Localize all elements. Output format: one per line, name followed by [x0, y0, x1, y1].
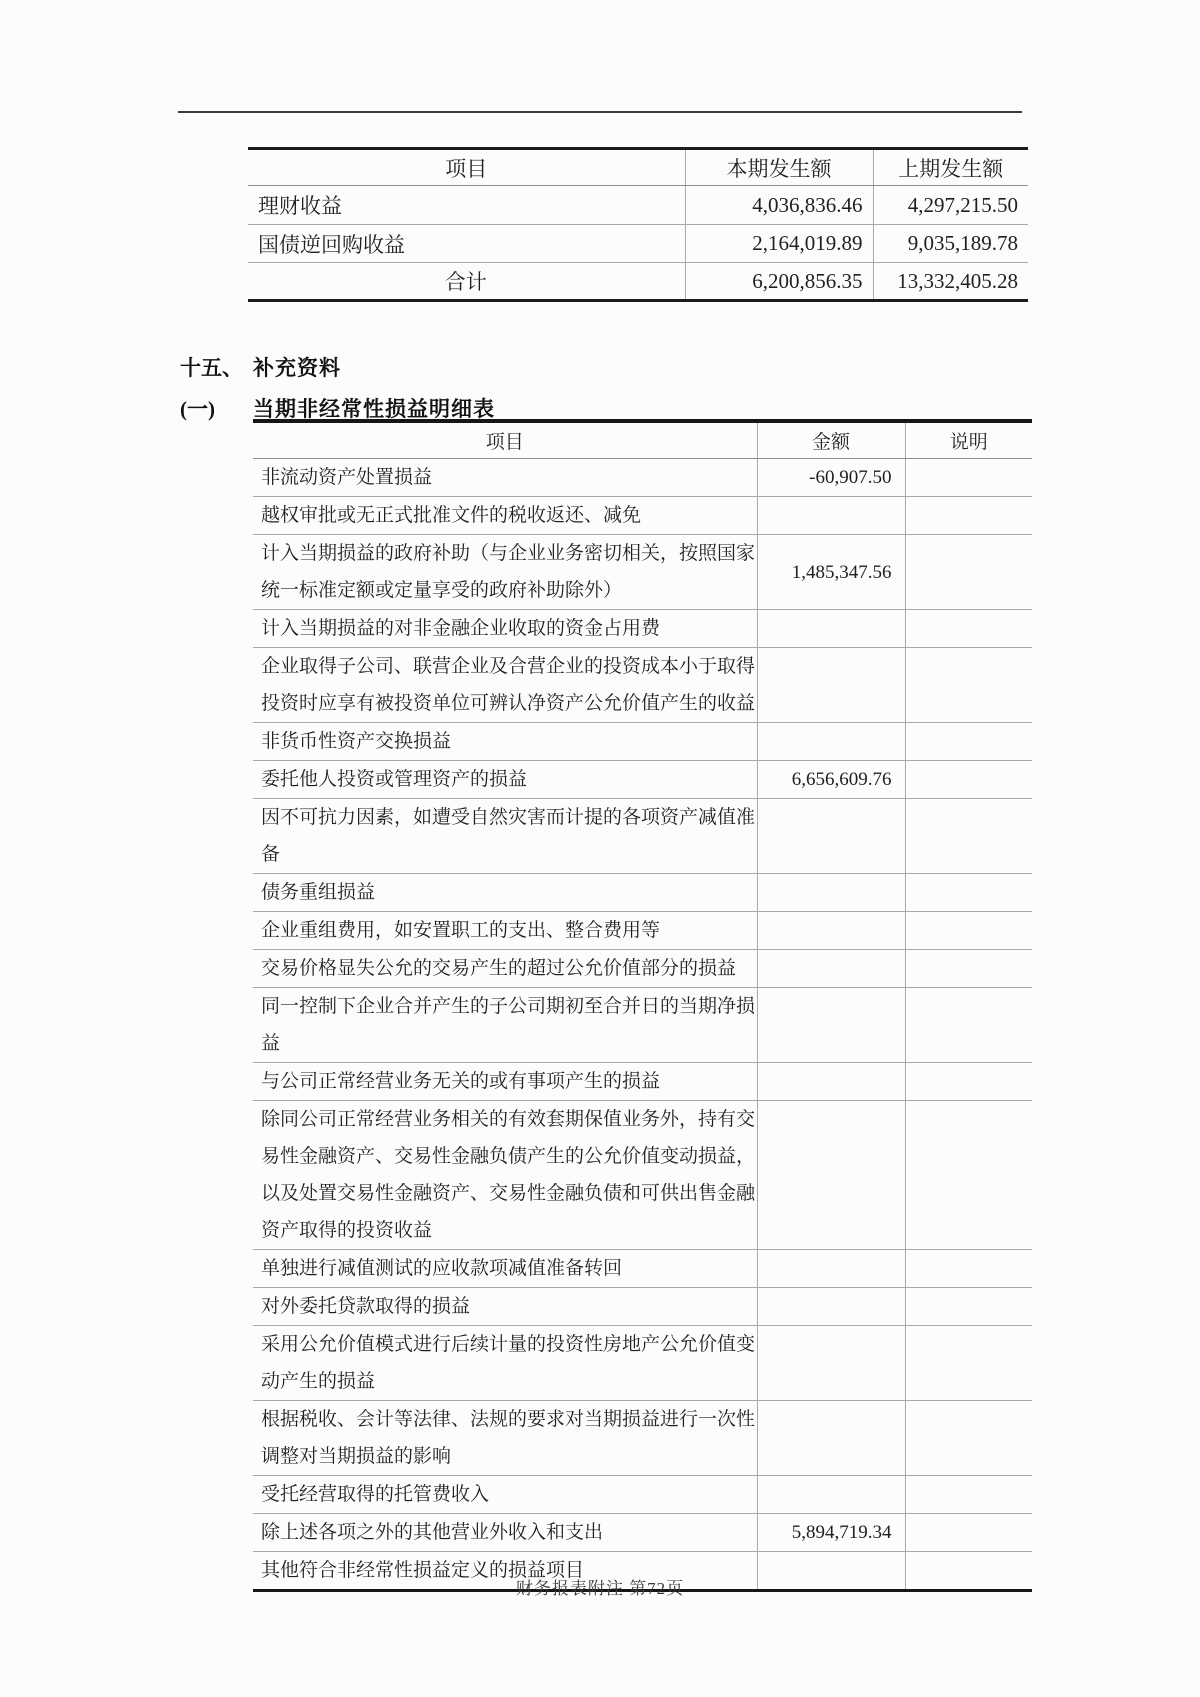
- item-cell: 债务重组损益: [253, 874, 757, 912]
- column-header-item: 项目: [253, 421, 757, 459]
- item-cell: 交易价格显失公允的交易产生的超过公允价值部分的损益: [253, 950, 757, 988]
- table-row: [253, 648, 1032, 723]
- detail-header-row: [253, 421, 1032, 459]
- amount-cell: [757, 799, 905, 874]
- amount-cell: [757, 1101, 905, 1250]
- note-cell: [905, 1250, 1032, 1288]
- item-cell: 其他符合非经常性损益定义的损益项目: [261, 1560, 585, 1581]
- amount-cell: [757, 1401, 905, 1476]
- amount-cell: [757, 988, 905, 1063]
- column-header-prior-period: 上期发生额: [873, 149, 1028, 186]
- current-period-amount-cell: 6,200,856.35: [685, 263, 873, 301]
- table-row: [253, 1514, 1032, 1552]
- table-row: [253, 1476, 1032, 1514]
- item-cell: 除同公司正常经营业务相关的有效套期保值业务外，持有交易性金融资产、交易性金融负债产生的公允价值变动损益，以及处置交易性金融资产、交易性金融负债和可供出售金融资产取得的投资收益: [253, 1101, 757, 1250]
- item-cell: 采用公允价值模式进行后续计量的投资性房地产公允价值变动产生的损益: [253, 1326, 757, 1401]
- table-row: [253, 988, 1032, 1063]
- item-cell: 合计: [444, 270, 487, 294]
- item-cell: 企业重组费用，如安置职工的支出、整合费用等: [253, 912, 757, 950]
- item-cell: 同一控制下企业合并产生的子公司期初至合并日的当期净损益: [253, 988, 757, 1063]
- section-number: 十五、: [180, 356, 243, 380]
- table-row: [253, 723, 1032, 761]
- item-cell: 非货币性资产交换损益: [253, 723, 757, 761]
- item-cell: 单独进行减值测试的应收款项减值准备转回: [253, 1250, 757, 1288]
- amount-cell: [757, 950, 905, 988]
- item-cell: 委托他人投资或管理资产的损益: [253, 761, 757, 799]
- note-cell: [905, 497, 1032, 535]
- prior-period-amount-cell: 9,035,189.78: [873, 225, 1028, 263]
- item-cell: 越权审批或无正式批准文件的税收返还、减免: [253, 497, 757, 535]
- amount-cell: 6,656,609.76: [757, 761, 905, 799]
- note-cell: [905, 1063, 1032, 1101]
- page-top-rule: [178, 111, 1022, 113]
- table-row: [253, 761, 1032, 799]
- table-row: [253, 610, 1032, 648]
- item-cell: 理财收益: [248, 186, 685, 225]
- note-cell: [905, 1401, 1032, 1476]
- item-cell: 计入当期损益的政府补助（与企业业务密切相关，按照国家统一标准定额或定量享受的政府补助除外）: [253, 535, 757, 610]
- note-cell: [905, 459, 1032, 497]
- amount-cell: [757, 1476, 905, 1514]
- table-row: [253, 459, 1032, 497]
- amount-cell: [757, 874, 905, 912]
- current-period-amount-cell: 4,036,836.46: [685, 186, 873, 225]
- table-row: [253, 912, 1032, 950]
- subsection-title: 当期非经常性损益明细表: [253, 397, 495, 421]
- note-cell: [905, 535, 1032, 610]
- column-header-item: 项目: [248, 149, 685, 186]
- item-cell: 除上述各项之外的其他营业外收入和支出: [253, 1514, 757, 1552]
- item-cell: 根据税收、会计等法律、法规的要求对当期损益进行一次性调整对当期损益的影响: [253, 1401, 757, 1476]
- summary-header-row: [248, 149, 1028, 186]
- amount-cell: [757, 1288, 905, 1326]
- amount-cell: 5,894,719.34: [757, 1514, 905, 1552]
- table-row: [253, 1401, 1032, 1476]
- amount-cell: [757, 723, 905, 761]
- table-row: [253, 1101, 1032, 1250]
- page-footer: 财务报表附注 第72页: [515, 1579, 685, 1598]
- amount-cell: [757, 1063, 905, 1101]
- table-row: [253, 1288, 1032, 1326]
- amount-cell: [757, 912, 905, 950]
- note-cell: [905, 648, 1032, 723]
- prior-period-amount-cell: 13,332,405.28: [873, 263, 1028, 301]
- note-cell: [905, 874, 1032, 912]
- note-cell: [905, 912, 1032, 950]
- item-cell: 对外委托贷款取得的损益: [253, 1288, 757, 1326]
- note-cell: [905, 1476, 1032, 1514]
- column-header-current-period: 本期发生额: [685, 149, 873, 186]
- amount-cell: -60,907.50: [757, 459, 905, 497]
- table-row: [253, 950, 1032, 988]
- table-row: [253, 874, 1032, 912]
- section-title: 补充资料: [253, 356, 341, 380]
- item-cell: 受托经营取得的托管费收入: [253, 1476, 757, 1514]
- table-row: [253, 535, 1032, 610]
- table-row: [253, 1326, 1032, 1401]
- column-header-note: 说明: [905, 421, 1032, 459]
- column-header-amount: 金额: [757, 421, 905, 459]
- summary-table: [248, 147, 1028, 302]
- item-cell: 计入当期损益的对非金融企业收取的资金占用费: [253, 610, 757, 648]
- item-cell: 国债逆回购收益: [248, 225, 685, 263]
- note-cell: [905, 1326, 1032, 1401]
- amount-cell: [757, 1250, 905, 1288]
- amount-cell: [757, 497, 905, 535]
- note-cell: [905, 950, 1032, 988]
- table-row: [248, 186, 1028, 225]
- note-cell: [905, 1101, 1032, 1250]
- note-cell: [905, 610, 1032, 648]
- subsection-number: (一): [180, 397, 215, 421]
- note-cell: [905, 1514, 1032, 1552]
- note-cell: [905, 799, 1032, 874]
- table-row: [253, 497, 1032, 535]
- table-row: [248, 225, 1028, 263]
- item-cell: 因不可抗力因素，如遭受自然灾害而计提的各项资产减值准备: [253, 799, 757, 874]
- noncurrent-gains-table: [253, 419, 1032, 1592]
- note-cell: [905, 1288, 1032, 1326]
- amount-cell: [757, 1326, 905, 1401]
- amount-cell: [757, 648, 905, 723]
- table-row: [253, 1250, 1032, 1288]
- table-row: [253, 799, 1032, 874]
- item-cell: 企业取得子公司、联营企业及合营企业的投资成本小于取得投资时应享有被投资单位可辨认净资产公允价值产生的收益: [253, 648, 757, 723]
- amount-cell: 1,485,347.56: [757, 535, 905, 610]
- prior-period-amount-cell: 4,297,215.50: [873, 186, 1028, 225]
- current-period-amount-cell: 2,164,019.89: [685, 225, 873, 263]
- note-cell: [905, 723, 1032, 761]
- amount-cell: [757, 610, 905, 648]
- table-row: [253, 1063, 1032, 1101]
- note-cell: [905, 761, 1032, 799]
- item-cell: 非流动资产处置损益: [253, 459, 757, 497]
- table-row: [248, 263, 1028, 301]
- item-cell: 与公司正常经营业务无关的或有事项产生的损益: [253, 1063, 757, 1101]
- note-cell: [905, 988, 1032, 1063]
